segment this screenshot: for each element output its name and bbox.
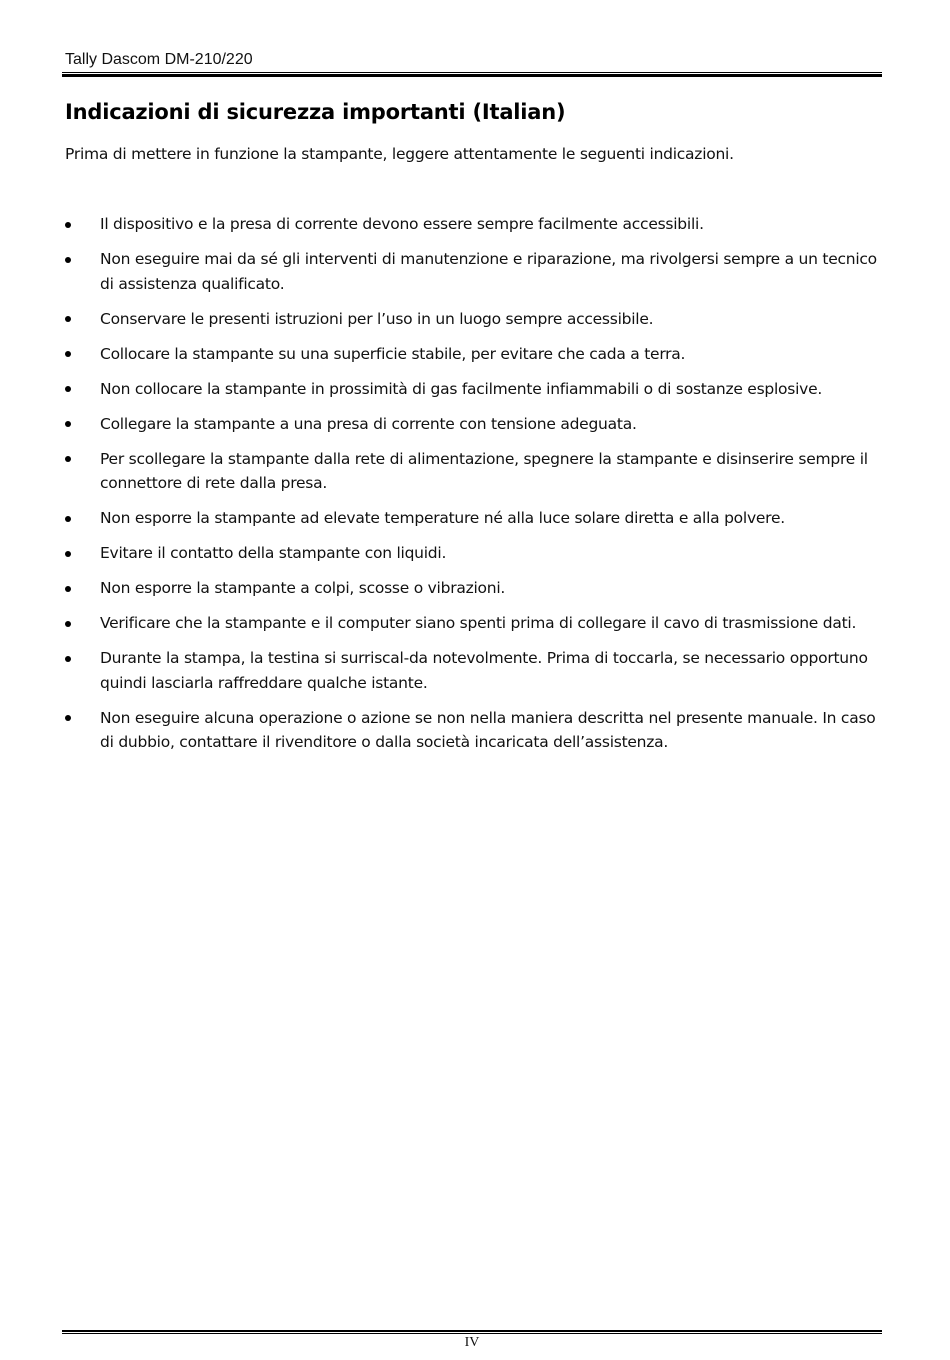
bullet-icon xyxy=(65,421,71,427)
list-item xyxy=(65,541,885,566)
header-divider-thin xyxy=(62,72,882,73)
list-item xyxy=(65,412,885,437)
list-item-text: Non esporre la stampante ad elevate temperature né alla luce solare diretta e alla polvere. xyxy=(100,509,785,527)
bullet-icon xyxy=(65,456,71,462)
list-item xyxy=(65,307,885,332)
bullet-icon xyxy=(65,351,71,357)
list-item-text: Non eseguire alcuna operazione o azione se non nella maniera descritta nel presente manuale. In caso di dubbio, contattare il rivenditore o dalla società incaricata dell’assistenza. xyxy=(100,708,876,751)
list-item-text: Durante la stampa, la testina si surriscal-da notevolmente. Prima di toccarla, se necessario opportuno quindi lasciarla raffreddare qualche istante. xyxy=(100,649,868,692)
bullet-icon xyxy=(65,516,71,522)
list-item xyxy=(65,377,885,402)
safety-instructions-list xyxy=(65,212,885,765)
list-item-text: Non collocare la stampante in prossimità di gas facilmente infiammabili o di sostanze esplosive. xyxy=(100,379,823,398)
bullet-icon xyxy=(65,316,71,322)
list-item xyxy=(65,447,885,496)
list-item-text: Verificare che la stampante e il computer siano spenti prima di collegare il cavo di trasmissione dati. xyxy=(100,614,857,632)
list-item xyxy=(65,247,885,296)
page-title: Indicazioni di sicurezza importanti (Italian) xyxy=(65,100,566,124)
bullet-icon xyxy=(65,222,71,228)
list-item-text: Per scollegare la stampante dalla rete di alimentazione, spegnere la stampante e disinserire sempre il connettore di rete dalla presa. xyxy=(100,449,868,492)
list-item-text: Il dispositivo e la presa di corrente devono essere sempre facilmente accessibili. xyxy=(100,215,704,233)
list-item xyxy=(65,611,885,636)
list-item xyxy=(65,212,885,237)
bullet-icon xyxy=(65,715,71,721)
list-item-text: Evitare il contatto della stampante con liquidi. xyxy=(100,544,447,562)
list-item xyxy=(65,506,885,531)
header-divider-thick xyxy=(62,74,882,77)
list-item xyxy=(65,576,885,601)
list-item xyxy=(65,342,885,367)
list-item-text: Non esporre la stampante a colpi, scosse o vibrazioni. xyxy=(100,579,506,597)
running-header: Tally Dascom DM-210/220 xyxy=(65,51,253,68)
list-item-text: Collocare la stampante su una superficie stabile, per evitare che cada a terra. xyxy=(100,344,686,363)
bullet-icon xyxy=(65,621,71,627)
list-item-text: Collegare la stampante a una presa di corrente con tensione adeguata. xyxy=(100,414,637,433)
bullet-icon xyxy=(65,551,71,557)
list-item-text: Conservare le presenti istruzioni per l’uso in un luogo sempre accessibile. xyxy=(100,309,654,328)
footer-divider-thin xyxy=(62,1333,882,1334)
bullet-icon xyxy=(65,586,71,592)
page-number: IV xyxy=(464,1335,480,1350)
list-item-text: Non eseguire mai da sé gli interventi di manutenzione e riparazione, ma rivolgersi sempre a un tecnico di assistenza qualificato. xyxy=(100,250,877,293)
intro-paragraph: Prima di mettere in funzione la stampante, leggere attentamente le seguenti indicazioni. xyxy=(65,145,734,163)
list-item xyxy=(65,646,885,695)
bullet-icon xyxy=(65,386,71,392)
bullet-icon xyxy=(65,257,71,263)
bullet-icon xyxy=(65,656,71,662)
list-item xyxy=(65,706,885,755)
footer-divider-thick xyxy=(62,1330,882,1332)
